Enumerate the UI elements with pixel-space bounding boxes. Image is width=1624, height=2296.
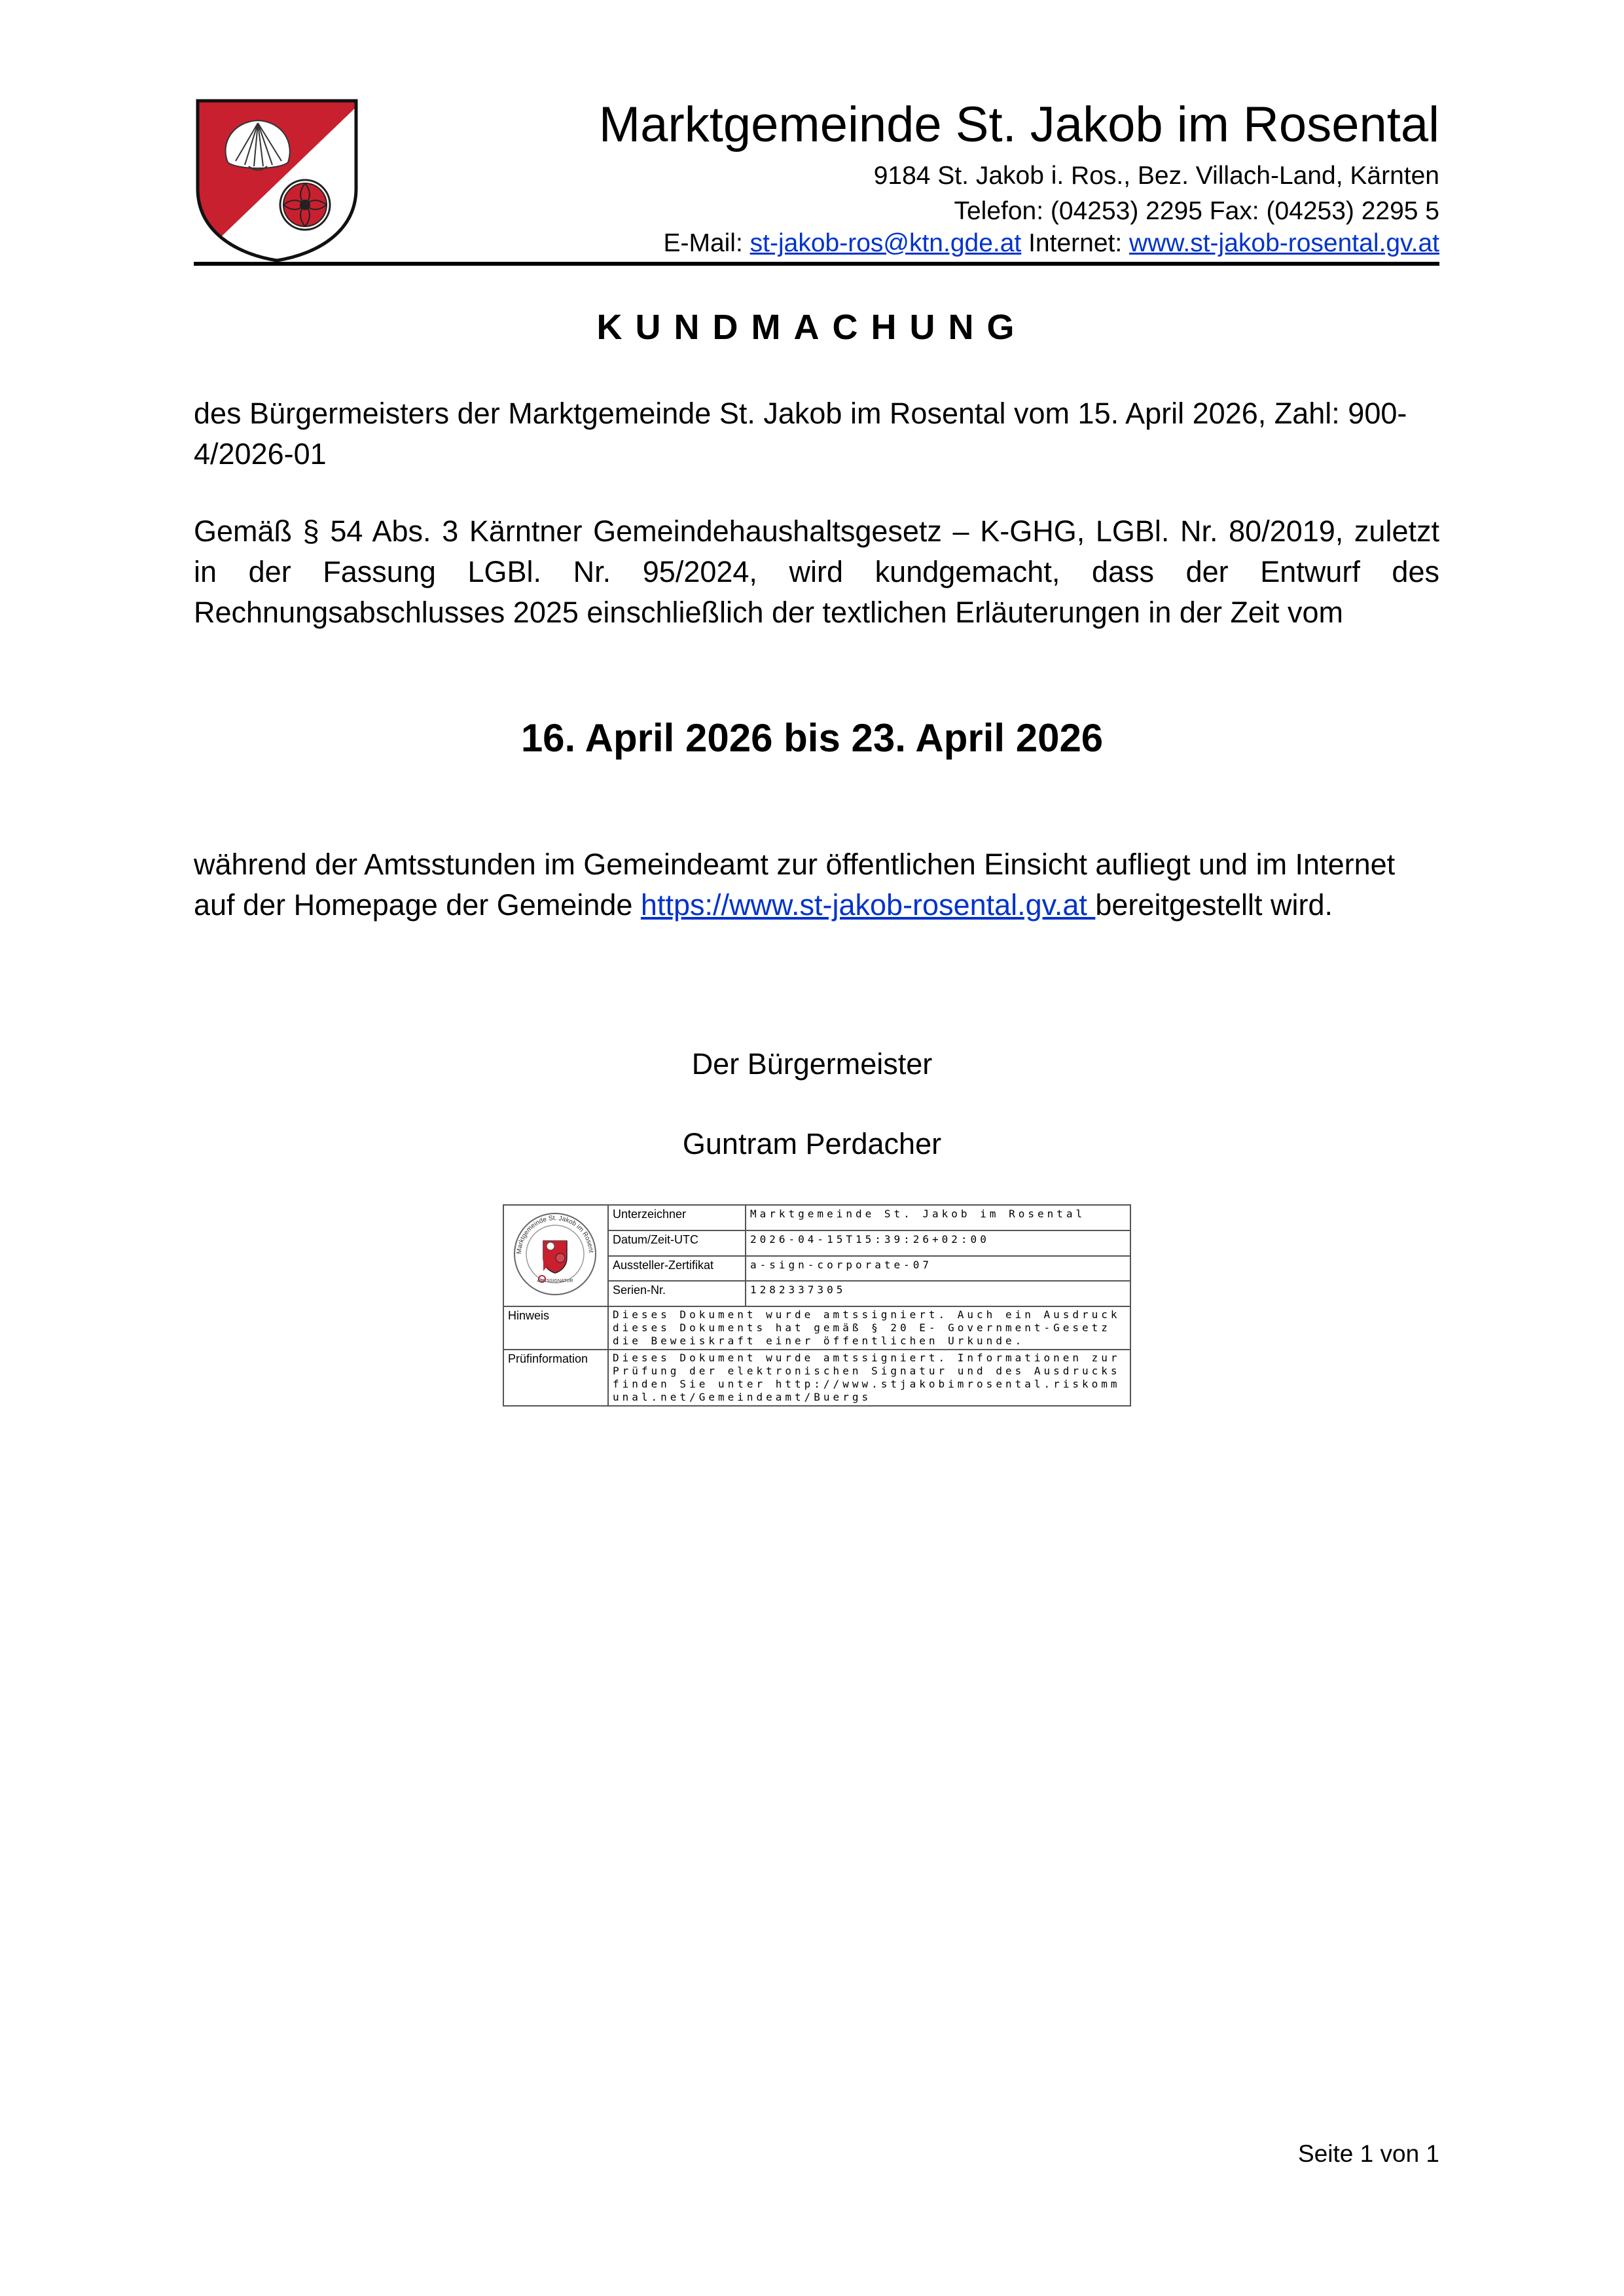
rose-icon	[280, 180, 330, 230]
intro-paragraph: des Bürgermeisters der Marktgemeinde St. Jakob im Rosental vom 15. April 2026, Zahl: 900-4/2026-01	[194, 397, 1407, 471]
organization-phone: Telefon: (04253) 2295 Fax: (04253) 2295 5	[954, 197, 1439, 225]
email-prefix: E-Mail:	[663, 229, 750, 257]
signature-block	[503, 1204, 1131, 1408]
coat-of-arms-logo	[194, 97, 360, 263]
legal-paragraph	[194, 511, 1439, 633]
check-value: Dieses Dokument wurde amtssigniert. Informationen zur Prüfung der elektronischen Signatur und des Ausdrucks finden Sie unter http://www.stjakobimrosental.riskommunal.net/Gemeindeamt/Buergs	[608, 1350, 1130, 1406]
closing-suffix: bereitgestellt wird.	[1095, 888, 1333, 922]
datetime-label: Datum/Zeit-UTC	[608, 1230, 746, 1256]
page-number: Seite 1 von 1	[1298, 2140, 1439, 2167]
seal-text: Marktgemeinde St. Jakob im Rosent	[515, 1214, 594, 1255]
seal-caption: AMTSSIGNATUR	[537, 1279, 573, 1283]
official-seal-icon	[504, 1206, 606, 1302]
closing-paragraph	[194, 844, 1439, 925]
organization-contact	[663, 227, 1439, 260]
serial-label: Serien-Nr.	[608, 1281, 746, 1306]
signer-label: Unterzeichner	[608, 1205, 746, 1230]
signature-table	[503, 1204, 1131, 1407]
issuer-label: Aussteller-Zertifikat	[608, 1256, 746, 1282]
datetime-value: 2026-04-15T15:39:26+02:00	[746, 1230, 1130, 1256]
legal-line-1: Gemäß § 54 Abs. 3 Kärntner Gemeindehaushaltsgesetz – K-GHG, LGBl. Nr. 80/2019, zuletzt	[194, 514, 1439, 548]
legal-line-3: Rechnungsabschlusses 2025 einschließlich der textlichen Erläuterungen in der Zeit vom	[194, 596, 1343, 629]
header-divider	[194, 262, 1439, 266]
closing-prefix: auf der Homepage der Gemeinde	[194, 888, 641, 922]
organization-name: Marktgemeinde St. Jakob im Rosental	[598, 97, 1439, 152]
homepage-link[interactable]: https://www.st-jakob-rosental.gv.at	[640, 888, 1096, 922]
signer-role: Der Bürgermeister	[691, 1047, 933, 1081]
signer-value: Marktgemeinde St. Jakob im Rosental	[746, 1205, 1130, 1230]
closing-line-1: während der Amtsstunden im Gemeindeamt zur öffentlichen Einsicht aufliegt und im Internet	[194, 848, 1396, 881]
official-seal	[503, 1205, 608, 1306]
table-row	[503, 1306, 1130, 1350]
table-row	[503, 1350, 1130, 1406]
check-label: Prüfinformation	[503, 1350, 608, 1406]
issuer-value: a-sign-corporate-07	[746, 1256, 1130, 1282]
exhibition-period: 16. April 2026 bis 23. April 2026	[520, 716, 1104, 760]
document-title: KUNDMACHUNG	[596, 308, 1028, 347]
serial-value: 1282337305	[746, 1281, 1130, 1306]
internet-prefix: Internet:	[1021, 229, 1130, 257]
note-label: Hinweis	[503, 1306, 608, 1350]
email-link[interactable]: st-jakob-ros@ktn.gde.at	[749, 229, 1022, 257]
legal-line-2: in der Fassung LGBl. Nr. 95/2024, wird kundgemacht, dass der Entwurf des	[194, 555, 1439, 588]
organization-address: 9184 St. Jakob i. Ros., Bez. Villach-Land, Kärnten	[873, 162, 1439, 190]
note-value: Dieses Dokument wurde amtssigniert. Auch ein Ausdruck dieses Dokuments hat gemäß § 20 E- Government-Gesetz die Beweiskraft einer öffentlichen Urkunde.	[608, 1306, 1130, 1350]
website-link[interactable]: www.st-jakob-rosental.gv.at	[1129, 229, 1439, 257]
signer-name: Guntram Perdacher	[682, 1127, 942, 1160]
table-row	[503, 1205, 1130, 1230]
